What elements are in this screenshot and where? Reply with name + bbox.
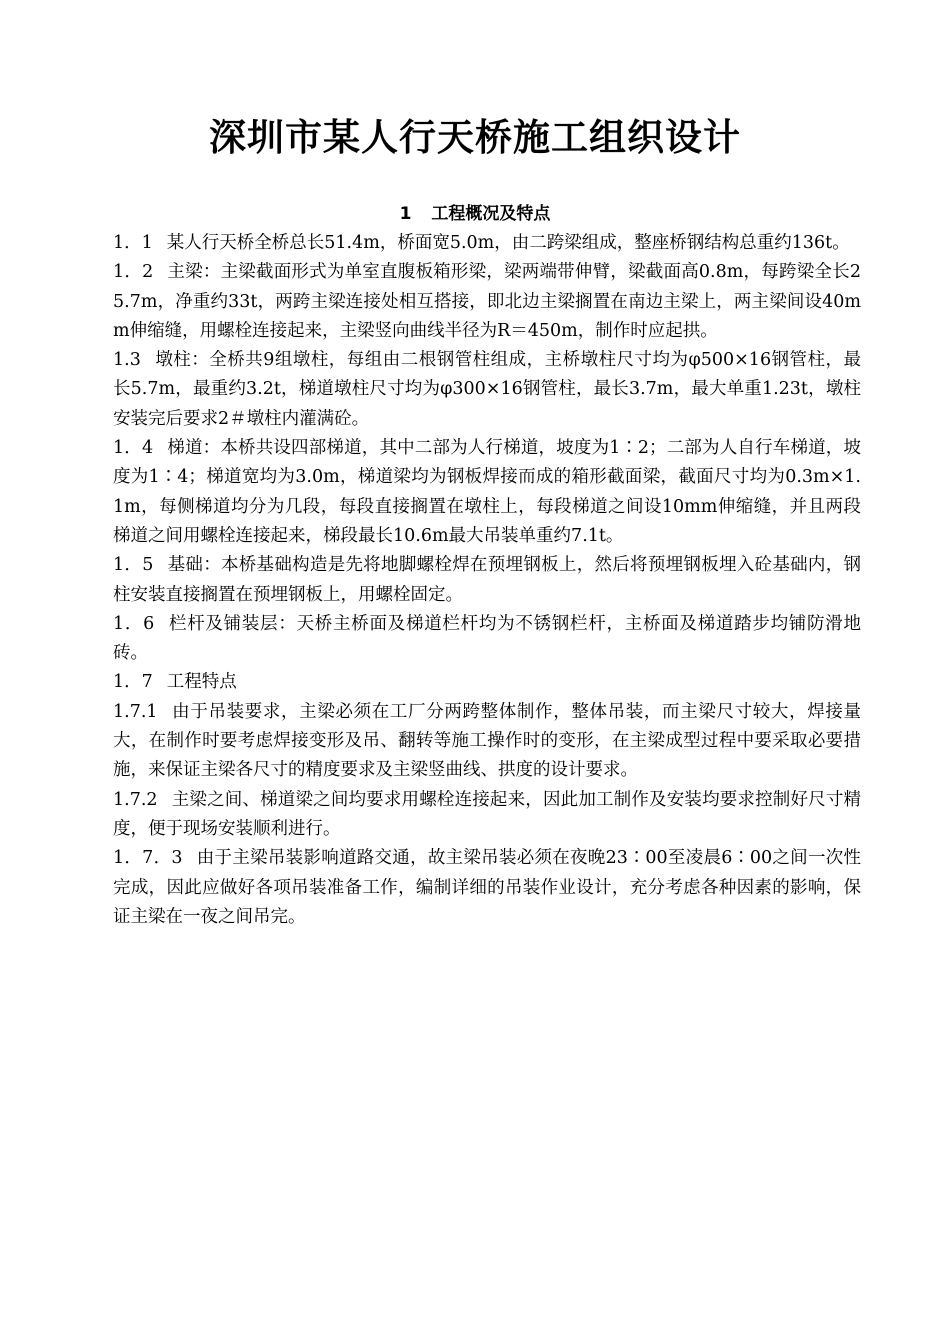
paragraph-text: 基础：本桥基础构造是先将地脚螺栓焊在预埋钢板上，然后将预埋钢板埋入砼基础内，钢柱安装直接搁置在预埋钢板上，用螺栓固定。 <box>113 555 861 605</box>
paragraph-number: 1．4 <box>113 438 154 459</box>
paragraph-number: 1.3 <box>113 350 141 371</box>
paragraph-number: 1.7.2 <box>113 789 158 810</box>
paragraph-text: 梯道：本桥共设四部梯道，其中二部为人行梯道，坡度为1∶2；二部为人自行车梯道，坡度为1∶4；梯道宽均为3.0m，梯道梁均为钢板焊接而成的箱形截面梁，截面尺寸均为0.3m×1.1m，每侧梯道均分为几段，每段直接搁置在墩柱上，每段梯道之间设10mm伸缩缝，并且两段梯道之间用螺栓连接起来，梯段最长10.6m最大吊装单重约7.1t。 <box>113 438 861 546</box>
section-heading <box>0 200 950 228</box>
document-title: 深圳市某人行天桥施工组织设计 <box>209 115 741 159</box>
paragraph-1-5 <box>113 551 861 610</box>
paragraph-text: 墩柱：全桥共9组墩柱，每组由二根钢管柱组成，主桥墩柱尺寸均为φ500×16钢管柱，最长5.7m，最重约3.2t，梯道墩柱尺寸均为φ300×16钢管柱，最长3.7m，最大单重1.23t，墩柱安装完后要求2＃墩柱内灌满砼。 <box>113 350 861 429</box>
paragraph-1-7-1 <box>113 698 861 786</box>
paragraph-text: 某人行天桥全桥总长51.4m，桥面宽5.0m，由二跨梁组成，整座桥钢结构总重约136t。 <box>166 233 850 253</box>
paragraph-text: 栏杆及铺装层：天桥主桥面及梯道栏杆均为不锈钢栏杆，主桥面及梯道踏步均铺防滑地砖。 <box>113 613 861 664</box>
paragraph-text: 主梁之间、梯道梁之间均要求用螺栓连接起来，因此加工制作及安装均要求控制好尺寸精度，便于现场安装顺利进行。 <box>113 789 861 839</box>
paragraph-1-4 <box>113 434 861 551</box>
document-body <box>113 229 861 932</box>
paragraph-1-7 <box>113 668 861 697</box>
paragraph-1-1 <box>113 229 861 258</box>
section-number: 1 <box>399 204 412 224</box>
paragraph-text: 由于主梁吊装影响道路交通，故主梁吊装必须在夜晚23∶00至凌晨6∶00之间一次性完成，因此应做好各项吊装准备工作，编制详细的吊装作业设计，充分考虑各种因素的影响，保证主梁在一夜之间吊完。 <box>113 848 861 927</box>
paragraph-number: 1．1 <box>113 233 153 253</box>
paragraph-number: 1．7 <box>113 672 153 693</box>
paragraph-text: 由于吊装要求，主梁必须在工厂分两跨整体制作，整体吊装，而主梁尺寸较大，焊接量大，在制作时要考虑焊接变形及吊、翻转等施工操作时的变形，在主梁成型过程中要采取必要措施，来保证主梁各尺寸的精度要求及主梁竖曲线、拱度的设计要求。 <box>113 701 861 781</box>
paragraph-text: 工程特点 <box>166 672 237 693</box>
paragraph-number: 1．5 <box>113 555 154 576</box>
paragraph-text: 主梁：主梁截面形式为单室直腹板箱形梁，梁两端带伸臂，梁截面高0.8m，每跨梁全长25.7m，净重约33t，两跨主梁连接处相互搭接，即北边主梁搁置在南边主梁上，两主梁间设40mm伸缩缝，用螺栓连接起来，主梁竖向曲线半径为R＝450m，制作时应起拱。 <box>113 262 861 341</box>
paragraph-1-7-3 <box>113 844 861 932</box>
paragraph-number: 1.7.1 <box>113 701 158 722</box>
paragraph-1-3 <box>113 346 861 434</box>
paragraph-number: 1．2 <box>113 262 154 283</box>
paragraph-1-6 <box>113 610 861 669</box>
paragraph-1-2 <box>113 258 861 346</box>
section-title: 工程概况及特点 <box>431 204 551 224</box>
paragraph-number: 1．7．3 <box>113 848 183 869</box>
paragraph-number: 1．6 <box>113 613 155 634</box>
paragraph-1-7-2 <box>113 786 861 845</box>
